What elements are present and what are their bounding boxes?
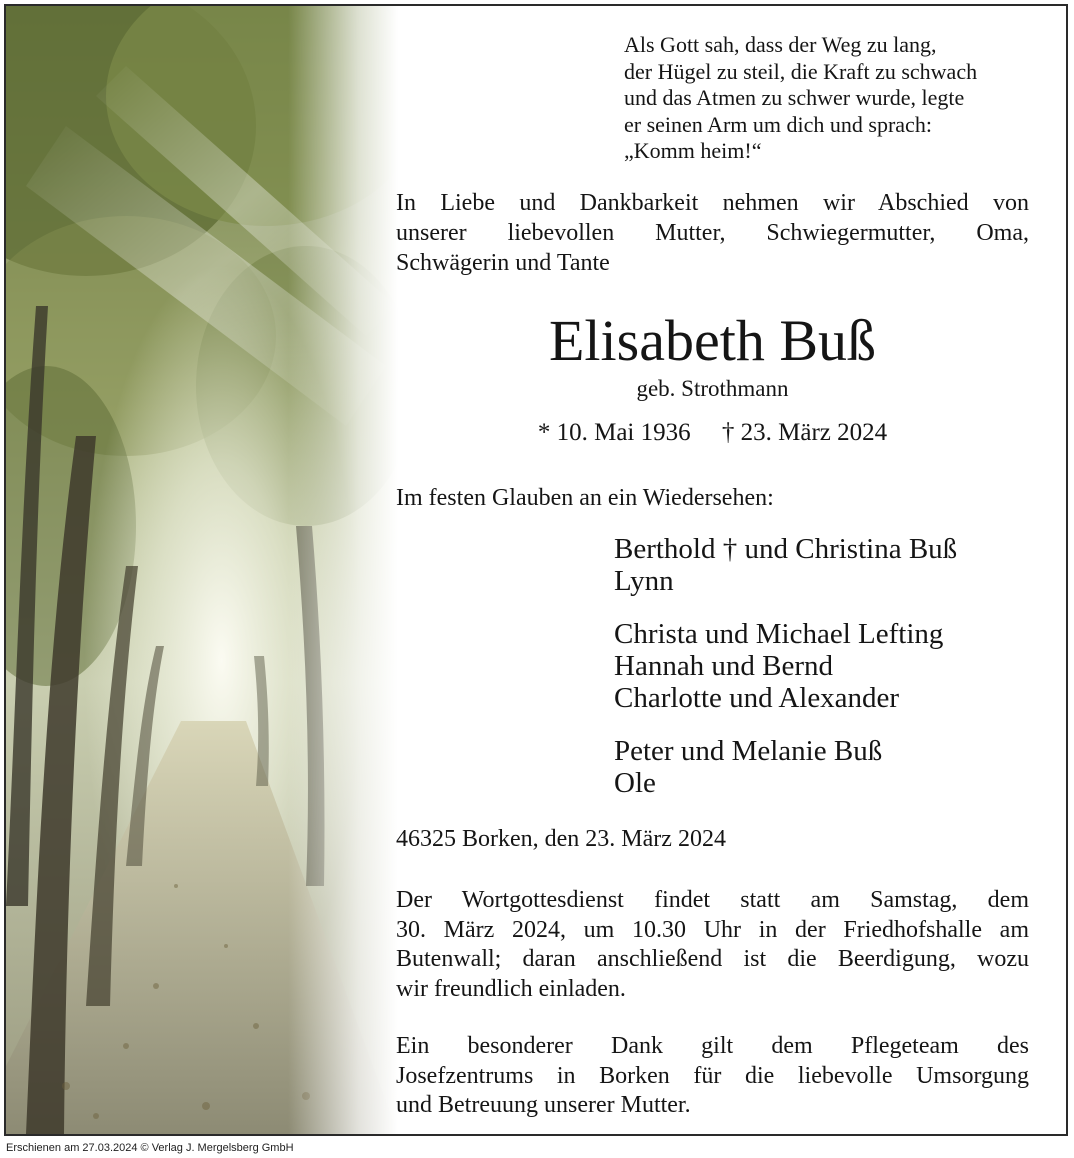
service-paragraph: [396, 886, 1029, 1004]
place-date: 46325 Borken, den 23. März 2024: [396, 826, 726, 852]
family-group: [614, 618, 1044, 714]
thanks-paragraph: [396, 1032, 1029, 1121]
intro-line: Schwägerin und Tante: [396, 250, 610, 276]
obituary-notice: [4, 4, 1068, 1136]
service-line: Der Wortgottesdienst findet statt am Samstag, dem: [396, 887, 1029, 913]
family-member: Ole: [614, 767, 656, 799]
faith-line: Im festen Glauben an ein Wiedersehen:: [396, 485, 774, 511]
family-group: [614, 735, 1044, 799]
family-member: Berthold † und Christina Buß: [614, 533, 958, 565]
life-dates: [396, 417, 1029, 449]
poem-line: Als Gott sah, dass der Weg zu lang,: [624, 32, 937, 57]
family-member: Christa und Michael Lefting: [614, 618, 944, 650]
deceased-name: Elisabeth Buß: [548, 308, 876, 373]
family-member: Lynn: [614, 565, 674, 597]
service-line: 30. März 2024, um 10.30 Uhr in der Friedhofshalle am: [396, 916, 1029, 943]
intro-paragraph: [396, 188, 1029, 278]
poem-line: und das Atmen zu schwer wurde, legte: [624, 85, 965, 110]
thanks-line: und Betreuung unserer Mutter.: [396, 1092, 691, 1118]
death-date: † 23. März 2024: [721, 419, 888, 446]
publication-footer: Erschienen am 27.03.2024 © Verlag J. Mergelsberg GmbH: [0, 1138, 1074, 1158]
family-member: Hannah und Bernd: [614, 650, 834, 682]
service-line: Butenwall; daran anschließend ist die Beerdigung, wozu: [396, 946, 1029, 972]
mourners-list: [614, 533, 1044, 820]
forest-path-photo: [6, 6, 398, 1134]
family-member: Peter und Melanie Buß: [614, 735, 883, 767]
family-member: Charlotte und Alexander: [614, 682, 900, 714]
poem-line: der Hügel zu steil, die Kraft zu schwach: [624, 58, 978, 84]
intro-line: In Liebe und Dankbarkeit nehmen wir Abschied von: [396, 190, 1029, 216]
poem-line: er seinen Arm um dich und sprach:: [624, 111, 932, 137]
poem: [624, 32, 1044, 165]
thanks-line: Ein besonderer Dank gilt dem Pflegeteam des: [396, 1033, 1029, 1059]
maiden-name: geb. Strothmann: [636, 376, 789, 401]
poem-line: „Komm heim!“: [624, 138, 762, 163]
birth-date: * 10. Mai 1936: [537, 419, 691, 446]
family-group: [614, 533, 1044, 597]
intro-line: unserer liebevollen Mutter, Schwiegermutter, Oma,: [396, 220, 1029, 246]
thanks-line: Josefzentrums in Borken für die liebevolle Umsorgung: [396, 1062, 1029, 1089]
service-line: wir freundlich einladen.: [396, 975, 626, 1002]
